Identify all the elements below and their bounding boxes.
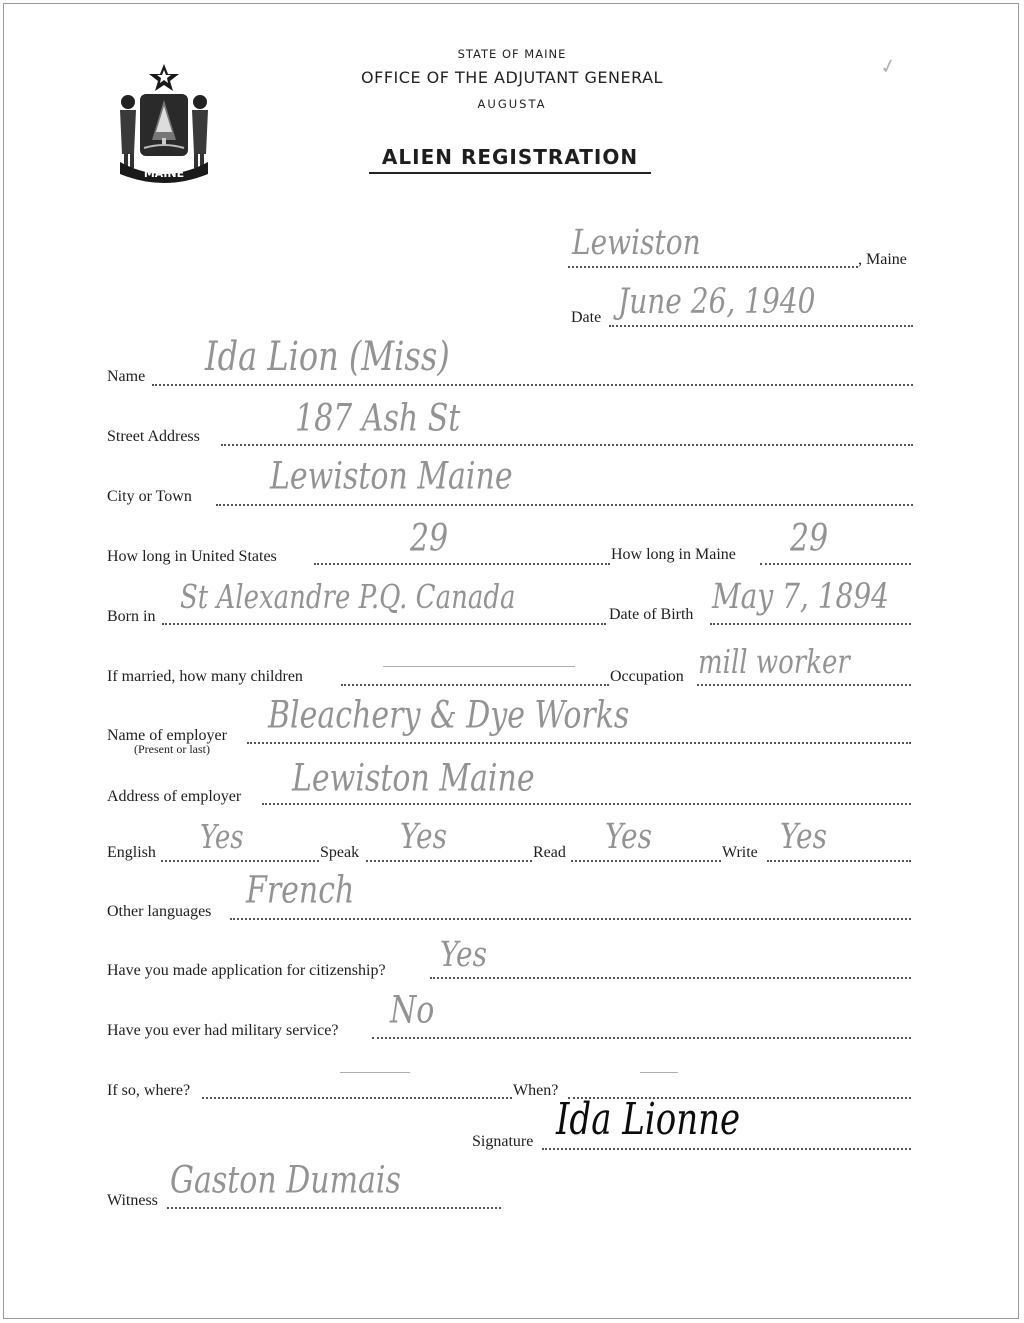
born-in-label: Born in <box>107 608 156 625</box>
signature-line <box>542 1148 911 1150</box>
other-languages-value: French <box>246 868 355 913</box>
page-border <box>3 3 1019 1319</box>
where-dash <box>340 1072 410 1073</box>
city-line <box>216 504 913 506</box>
read-label: Read <box>533 844 566 861</box>
how-long-us-value: 29 <box>410 516 449 561</box>
english-line <box>161 860 319 862</box>
name-line <box>152 384 913 386</box>
employer-sublabel: (Present or last) <box>134 742 210 756</box>
street-address-label: Street Address <box>107 428 200 445</box>
children-label: If married, how many children <box>107 668 303 685</box>
seal-text: MAINE <box>143 167 185 180</box>
street-address-value: 187 Ash St <box>295 396 461 441</box>
witness-line <box>167 1207 501 1209</box>
citizenship-line <box>430 977 911 979</box>
military-label: Have you ever had military service? <box>107 1022 339 1039</box>
employer-address-value: Lewiston Maine <box>292 756 535 801</box>
name-label: Name <box>107 368 146 385</box>
place-line <box>568 266 858 268</box>
when-label: When? <box>513 1082 559 1099</box>
english-value: Yes <box>200 819 244 857</box>
date-of-birth-value: May 7, 1894 <box>712 575 889 617</box>
read-value: Yes <box>605 815 652 857</box>
children-dash <box>383 666 575 667</box>
citizenship-label: Have you made application for citizenship? <box>107 962 386 979</box>
occupation-value: mill worker <box>698 644 850 682</box>
name-value: Ida Lion (Miss) <box>205 332 450 380</box>
city-value: Lewiston Maine <box>270 454 513 499</box>
date-label: Date <box>571 309 602 326</box>
state-heading: STATE OF MAINE <box>457 47 567 61</box>
office-heading: OFFICE OF THE ADJUTANT GENERAL <box>361 68 663 87</box>
write-label: Write <box>722 844 758 861</box>
form-title: ALIEN REGISTRATION <box>369 145 651 174</box>
other-languages-label: Other languages <box>107 903 212 920</box>
speak-line <box>366 860 532 862</box>
where-line <box>202 1097 512 1099</box>
other-languages-line <box>230 918 911 920</box>
signature-label: Signature <box>472 1133 534 1150</box>
military-line <box>372 1037 911 1039</box>
speak-label: Speak <box>320 844 360 861</box>
check-mark-icon: ✓ <box>878 54 899 80</box>
how-long-maine-line <box>760 563 911 565</box>
place-value: Lewiston <box>572 221 701 263</box>
english-label: English <box>107 844 156 861</box>
employer-value: Bleachery & Dye Works <box>268 693 630 738</box>
military-value: No <box>390 988 435 1033</box>
date-line <box>609 325 913 327</box>
speak-value: Yes <box>400 815 447 857</box>
how-long-us-label: How long in United States <box>107 548 277 565</box>
employer-address-line <box>262 803 911 805</box>
date-of-birth-label: Date of Birth <box>609 606 694 623</box>
how-long-us-line <box>314 563 610 565</box>
occupation-label: Occupation <box>610 668 684 685</box>
signature-value: Ida Lionne <box>556 1093 741 1146</box>
where-label: If so, where? <box>107 1082 191 1099</box>
born-in-line <box>162 623 606 625</box>
write-line <box>767 860 911 862</box>
street-address-line <box>221 444 913 446</box>
children-line <box>341 684 609 686</box>
occupation-line <box>697 684 911 686</box>
employer-address-label: Address of employer <box>107 788 242 805</box>
born-in-value: St Alexandre P.Q. Canada <box>180 579 516 617</box>
when-dash <box>640 1072 678 1073</box>
place-suffix-label: , Maine <box>858 251 907 268</box>
city-heading: AUGUSTA <box>477 97 547 111</box>
date-value: June 26, 1940 <box>618 280 816 322</box>
read-line <box>571 860 721 862</box>
witness-value: Gaston Dumais <box>170 1158 401 1203</box>
city-label: City or Town <box>107 488 192 505</box>
date-of-birth-line <box>710 623 911 625</box>
employer-line <box>247 742 911 744</box>
write-value: Yes <box>780 815 827 857</box>
employer-label: Name of employer <box>107 727 227 744</box>
how-long-maine-value: 29 <box>790 516 829 561</box>
how-long-maine-label: How long in Maine <box>611 546 736 563</box>
citizenship-value: Yes <box>440 933 487 975</box>
witness-label: Witness <box>107 1192 158 1209</box>
